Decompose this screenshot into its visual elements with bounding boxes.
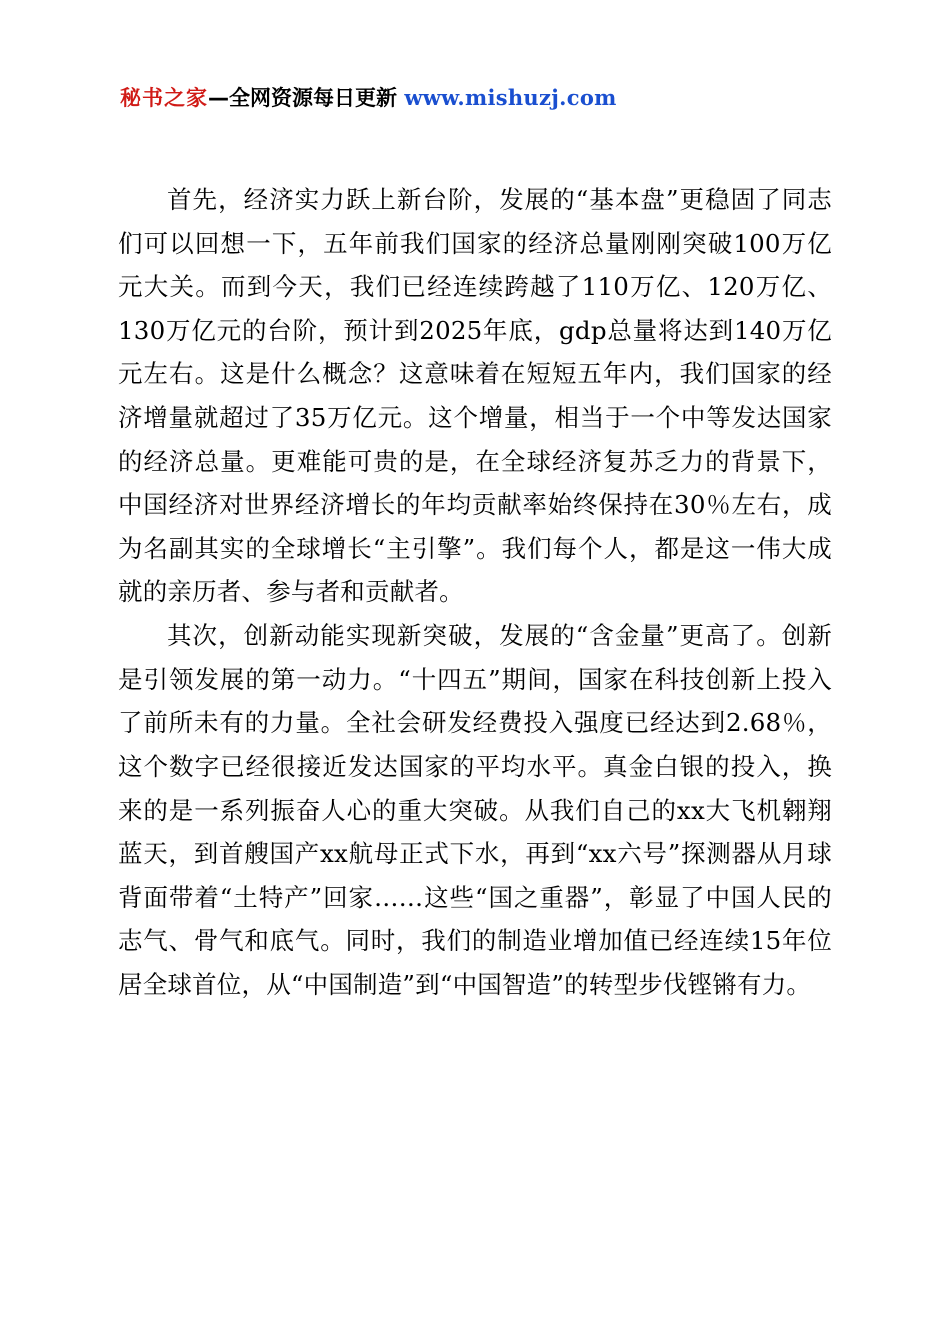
paragraph-1: 首先，经济实力跃上新台阶，发展的“基本盘”更稳固了同志们可以回想一下，五年前我们国家的经济总量刚刚突破100万亿元大关。而到今天，我们已经连续跨越了110万亿、120万亿、130万亿元的台阶，预计到2025年底，gdp总量将达到140万亿元左右。这是什么概念？这意味着在短短五年内，我们国家的经济增量就超过了35万亿元。这个增量，相当于一个中等发达国家的经济总量。更难能可贵的是，在全球经济复苏乏力的背景下，中国经济对世界经济增长的年均贡献率始终保持在30％左右，成为名副其实的全球增长“主引擎”。我们每个人，都是这一伟大成就的亲历者、参与者和贡献者。	[118, 185, 832, 607]
site-url: www.mishuzj.com	[404, 85, 617, 110]
site-header	[120, 84, 830, 112]
site-tagline: —全网资源每日更新	[208, 86, 397, 110]
site-brand: 秘书之家	[120, 86, 208, 110]
paragraph-2: 其次，创新动能实现新突破，发展的“含金量”更高了。创新是引领发展的第一动力。“十四五”期间，国家在科技创新上投入了前所未有的力量。全社会研发经费投入强度已经达到2.68％，这个数字已经很接近发达国家的平均水平。真金白银的投入，换来的是一系列振奋人心的重大突破。从我们自己的xx大飞机翱翔蓝天，到首艘国产xx航母正式下水，再到“xx六号”探测器从月球背面带着“土特产”回家……这些“国之重器”，彰显了中国人民的志气、骨气和底气。同时，我们的制造业增加值已经连续15年位居全球首位，从“中国制造”到“中国智造”的转型步伐铿锵有力。	[118, 621, 832, 999]
document-body	[118, 178, 832, 1007]
